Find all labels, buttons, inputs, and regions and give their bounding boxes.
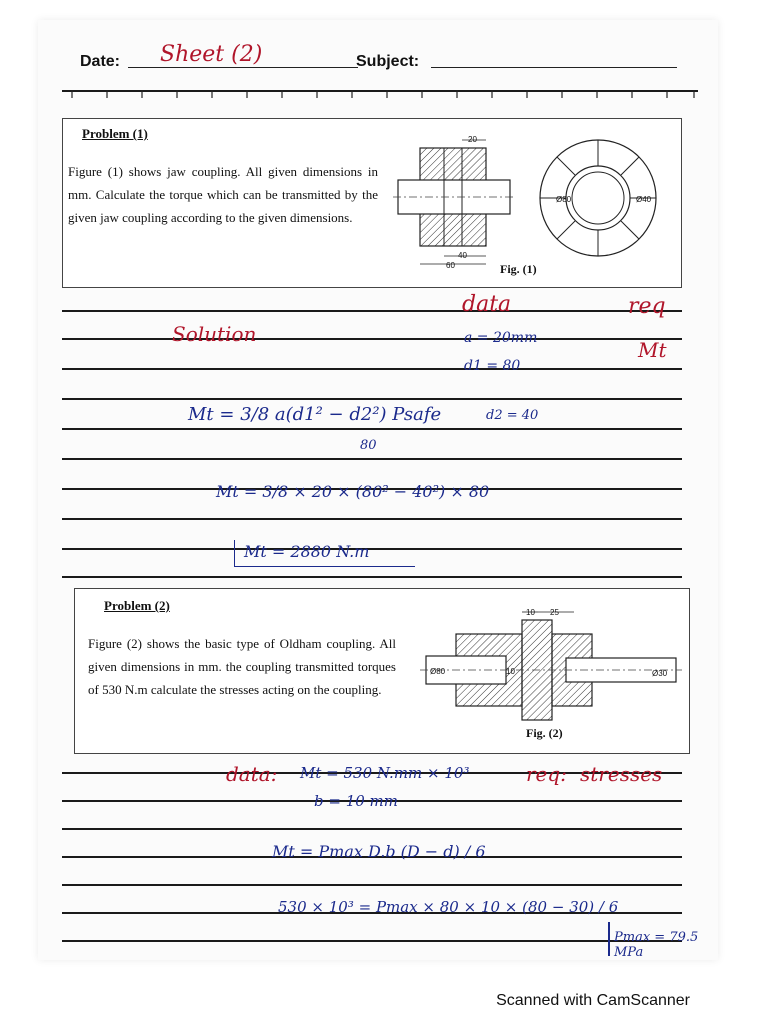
figure-2-oldham-coupling <box>416 604 688 734</box>
problem-2-title: Problem (2) <box>104 598 170 613</box>
p-value: 80 <box>360 438 377 453</box>
problem-1-title: Problem (1) <box>82 126 148 141</box>
problem-2-text: Figure (2) shows the basic type of Oldham coupling. All given dimensions in mm. the coupling transmitted torques of 530 N.m calculate the stresses acting on the coupling. <box>88 636 396 697</box>
figure-2-caption: Fig. (2) <box>526 726 563 740</box>
fig2-dim-left-dia: Ø80 <box>430 667 446 676</box>
notebook-sheet <box>38 20 718 960</box>
fig2-dim-right-dia: Ø30 <box>652 669 668 678</box>
fig1-dim-top: 20 <box>468 135 477 144</box>
req-label: req <box>628 294 666 319</box>
fig1-dim-left-dia: Ø80 <box>556 195 572 204</box>
pmax-substitution: 530 × 10³ = Pmax × 80 × 10 × (80 − 30) / 6 <box>278 898 619 916</box>
given-b: b = 10 mm <box>314 792 399 810</box>
rule-line <box>62 576 682 578</box>
req-label-2: req: <box>526 762 567 786</box>
subject-label: Subject: <box>356 53 420 70</box>
rule-line <box>62 428 682 430</box>
fig1-dim-inner: 40 <box>458 251 467 260</box>
scanner-watermark: Scanned with CamScanner <box>496 992 690 1009</box>
fig1-dim-right-dia: Ø40 <box>636 195 652 204</box>
rule-line <box>62 518 682 520</box>
given-mt-2: Mt = 530 N.mm × 10³ <box>300 764 470 782</box>
given-d1: d1 = 80 <box>464 358 521 374</box>
req-value: Mt <box>638 338 667 362</box>
rule-line <box>62 828 682 830</box>
fig2-dim-inner: 10 <box>506 667 515 676</box>
rule-line <box>62 940 682 942</box>
rule-line <box>62 338 682 340</box>
given-a: a = 20mm <box>464 330 538 346</box>
date-value: Sheet (2) <box>160 42 263 67</box>
fig1-dim-outer: 60 <box>446 261 455 270</box>
fig2-dim-top-a: 10 <box>526 608 535 617</box>
pmax-formula: Mt = Pmax D.b (D − d) / 6 <box>272 842 486 861</box>
tick-marks <box>62 86 702 100</box>
date-label: Date: <box>80 53 121 70</box>
req-value-2: stresses <box>580 762 663 786</box>
mt-result: Mt = 2880 N.m <box>244 542 370 561</box>
data-label-2: data: <box>226 762 278 786</box>
data-label: data <box>462 292 512 317</box>
result-marker <box>608 922 610 956</box>
rule-line <box>62 310 682 312</box>
fig2-dim-top-b: 25 <box>550 608 559 617</box>
date-underline <box>128 67 358 68</box>
problem-1-text: Figure (1) shows jaw coupling. All given dimensions in mm. Calculate the torque which can be transmitted by the given jaw coupling according to the given dimensions. <box>68 164 378 225</box>
mt-substitution: Mt = 3/8 × 20 × (80² − 40²) × 80 <box>216 482 490 501</box>
figure-1-jaw-coupling <box>388 130 678 270</box>
rule-line <box>62 884 682 886</box>
rule-line <box>62 368 682 370</box>
mt-formula: Mt = 3/8 a(d1² − d2²) Psafe <box>188 404 442 425</box>
d2-value: d2 = 40 <box>486 408 539 423</box>
pmax-result: Pmax = 79.5 MPa <box>614 930 699 960</box>
subject-underline <box>431 67 677 68</box>
rule-line <box>62 458 682 460</box>
solution-label: Solution <box>172 322 257 346</box>
rule-line <box>62 398 682 400</box>
figure-1-caption: Fig. (1) <box>500 262 537 276</box>
